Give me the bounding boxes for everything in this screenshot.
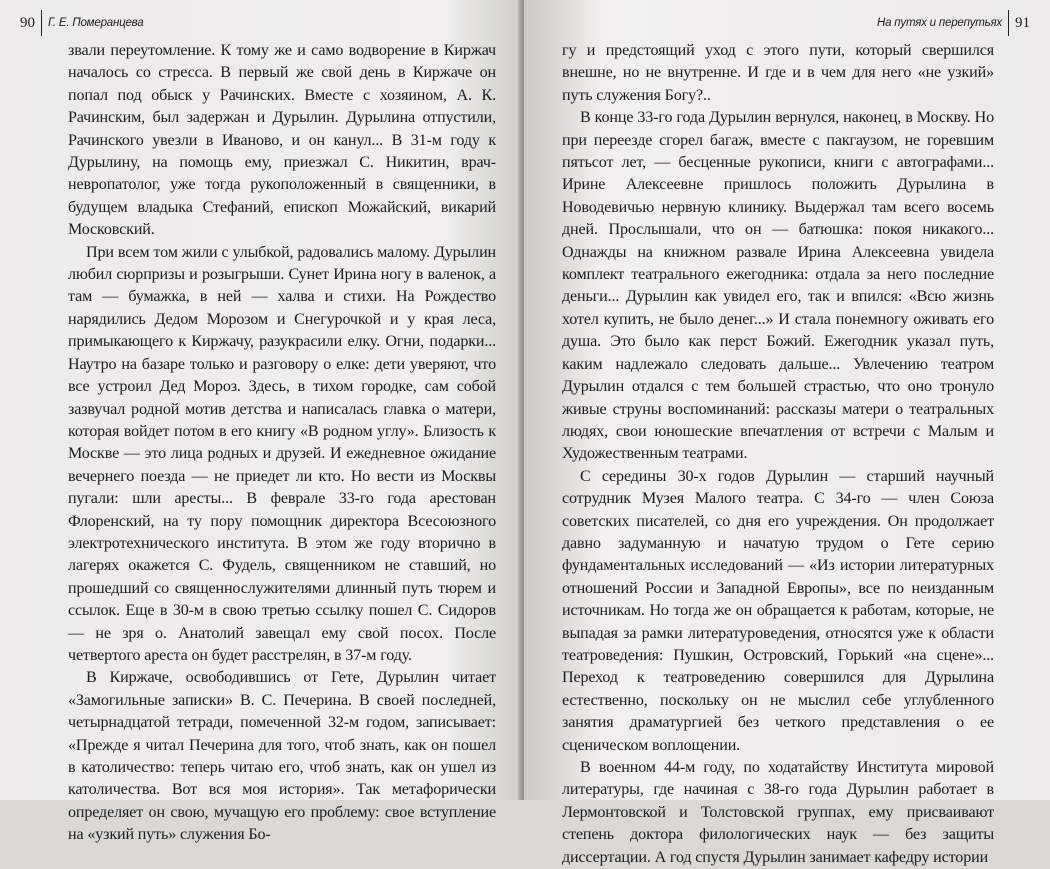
paragraph: В Киржаче, освободившись от Гете, Дурылин читает «Замогильные записки» В. С. Печерина. В своей последней, четырнадцатой тетради, помеченной 32-м годом, записывает: «Прежде я читал Печерина для того, чтоб знать, как он пошел в католичество: теперь читаю его, чтоб знать, как он ушел из католичества. Вот вся моя история». Так метафорически определяет он свою, мучащую его проблему: свое вступление на «узкий путь» служения Бо- bbox=[68, 669, 496, 844]
paragraph: гу и предстоящий уход с этого пути, который свершился внешне, но не внутренне. И где и в чем для него «не узкий» путь служения Богу?.. bbox=[562, 42, 994, 104]
right-page-body bbox=[562, 40, 994, 869]
paragraph: В конце 33-го года Дурылин вернулся, наконец, в Москву. Но при переезде сгорел багаж, вместе с пакгаузом, не горевшим пятьсот лет, — бесценные рукописи, книги с автографами... Ирине Алексеевне пришлось положить Дурылина в Новодевичью нервную клинику. Выдержал там всего восемь дней. Прослышали, что он — батюшка: покоя никакого... Однажды на книжном развале Ирина Алексеевна увидела комплект театрального ежегодника: отдала за него последние деньги... Дурылин как увидел его, так и впился: «Всю жизнь хотел купить, не было денег...» И стала понемногу оживать его душа. Это было как перст Божий. Ежегодник указал путь, каким надлежало следовать дальше... Увлечению театром Дурылин отдался с тем большей страстью, что оно тронуло живые струны воспоминаний: рассказы матери о театральных людях, свои юношеские впечатления от встречи с Малым и Художественным театрами. bbox=[562, 109, 994, 463]
running-head: На путях и перепутьях bbox=[876, 17, 1002, 29]
paragraph: С середины 30-х годов Дурылин — старший научный сотрудник Музея Малого театра. С 34-го — член Союза советских писателей, со дня его учреждения. Он продолжает давно задуманную и начатую трудом о Гете серию фундаментальных исследований — «Из истории литературных отношений России и Западной Европы», все по неизданным источникам. Но тогда же он обращается к работам, которые, не выпадая за рамки литературоведения, относятся уже к области театроведения: Пушкин, Островский, Горький «на сцене»... Переход к театроведению совершился для Дурылина естественно, поскольку он не мыслил себе углубленного занятия драматургией без четкого представления о ее сценическом воплощении. bbox=[562, 467, 994, 754]
left-page-header bbox=[20, 10, 143, 36]
paragraph: В военном 44-м году, по ходатайству Института мировой литературы, где начиная с 38-го года Дурылин работает в Лермонтовской и Толстовской группах, ему присваивают степень доктора филологических наук — без защиты диссертации. А год спустя Дурылин занимает кафедру истории bbox=[562, 759, 994, 866]
running-head: Г. Е. Померанцева bbox=[48, 17, 144, 29]
header-divider bbox=[41, 10, 42, 36]
page-number: 90 bbox=[20, 14, 35, 31]
right-page-header bbox=[877, 10, 1030, 36]
header-divider bbox=[1008, 10, 1009, 36]
right-page bbox=[524, 0, 1050, 866]
page-number: 91 bbox=[1015, 14, 1030, 31]
left-page bbox=[0, 0, 522, 844]
left-page-body bbox=[68, 40, 496, 847]
paragraph: При всем том жили с улыбкой, радовались малому. Дурылин любил сюрпризы и розыгрыши. Сунет Ирина ногу в валенок, а там — бумажка, в ней — халва и стихи. На Рождество нарядились Дедом Морозом и Снегурочкой и у края леса, примыкающего к Киржачу, разукрасили елку. Огни, подарки... Наутро на базаре только и разговору о елке: дети уверяют, что все устроил Дед Мороз. Здесь, в тихом городке, сам собой зазвучал родной мотив детства и написалась главка о матери, которая войдет потом в его книгу «В родном углу». Близость к Москве — это лица родных и друзей. И ежедневное ожидание вечернего поезда — не приедет ли кто. Но вести из Москвы пугали: шли аресты... В феврале 33-го года арестован Флоренский, на ту пору помощник директора Всесоюзного электротехнического института. В этом же году вторично в лагерях окажется С. Фудель, священником не ставший, но прошедший со священнослужителями длинный путь тюрем и ссылок. Еще в 30-м в свою третью ссылку пошел С. Сидоров — не зря о. Анатолий завещал ему свой посох. После четвертого ареста он будет расстрелян, в 37-м году. bbox=[68, 243, 496, 664]
paragraph: звали переутомление. К тому же и само водворение в Киржач началось со стресса. В первый же свой день в Киржаче он попал под обыск у Рачинских. Вместе с хозяином, А. К. Рачинским, был задержан и Дурылин. Дурылина отпустили, Рачинского увезли в Иваново, и он канул... В 31-м году к Дурылину, на помощь ему, приезжал С. Никитин, врач-невропатолог, уже тогда рукоположенный в священники, в будущем владыка Стефаний, епископ Можайский, викарий Московский. bbox=[68, 42, 496, 239]
